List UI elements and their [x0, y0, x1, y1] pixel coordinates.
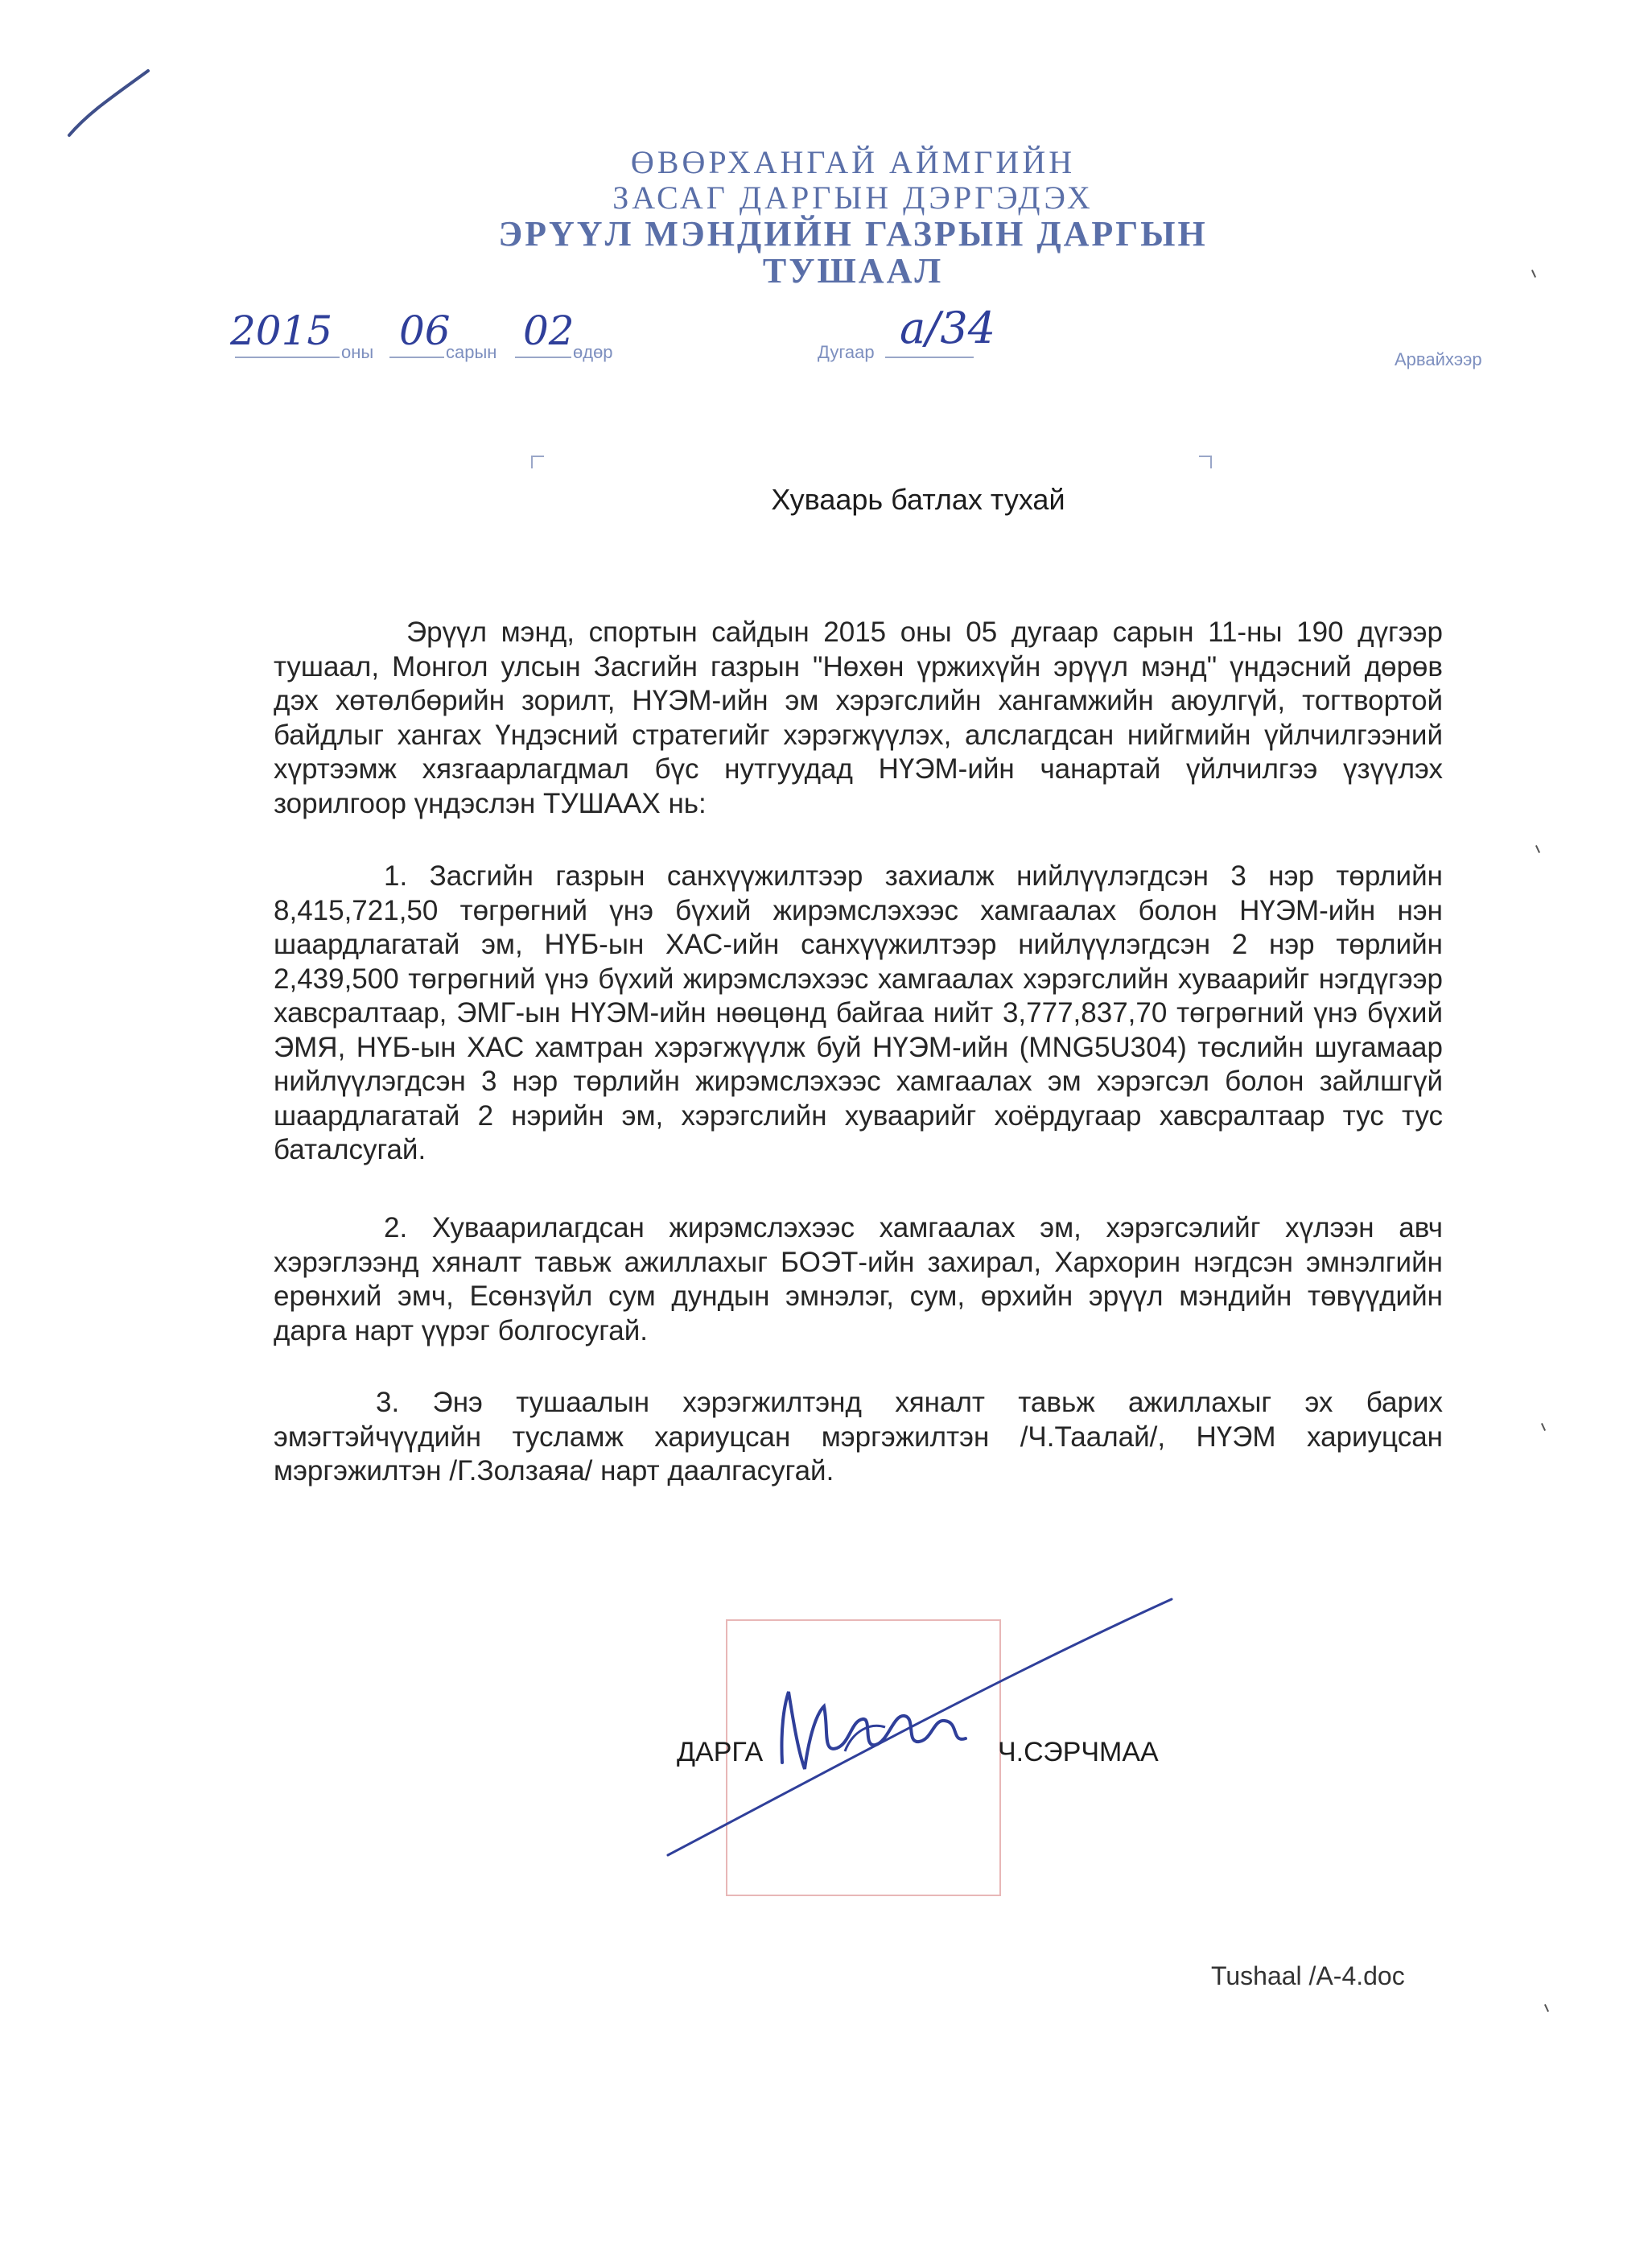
- handwritten-signature: [772, 1674, 982, 1787]
- year-label: оны: [341, 342, 374, 362]
- scan-speck: [1531, 270, 1536, 278]
- date-number-line: [0, 303, 1648, 385]
- signatory-name: Ч.СЭРЧМАА: [998, 1737, 1159, 1767]
- scan-speck: [1535, 845, 1540, 853]
- preamble-paragraph: Эрүүл мэнд, спортын сайдын 2015 оны 05 дугаар сарын 11-ны 190 дүгээр тушаал, Монгол улсын Засгийн газрын "Нөхөн үржихүйн эрүүл мэнд" үндэсний дөрөв дэх хөтөлбөрийн зорилт, НҮЭМ-ийн эм хэрэгслийн хангамжийн аюулгүй, тогтвортой байдлыг хангах Үндэсний стратегийг хэрэгжүүлэх, алслагдсан нийгмийн үйлчилгээний хүртээмж хязгаарлагдмал бүс нутгуудад НҮЭМ-ийн чанартай үйлчилгээ үзүүлэх зорилгоор үндэслэн ТУШААХ нь:: [274, 616, 1443, 819]
- scan-speck: [1541, 1423, 1546, 1431]
- signatory-position: ДАРГА: [677, 1737, 764, 1767]
- handwritten-year: 2015: [230, 307, 333, 354]
- letterhead-line-1: ӨВӨРХАНГАЙ АЙМГИЙН: [630, 144, 1076, 180]
- month-label: сарын: [446, 342, 497, 362]
- scan-speck: [1544, 2004, 1549, 2012]
- letterhead-line-3: ЭРҮҮЛ МЭНДИЙН ГАЗРЫН ДАРГЫН: [498, 214, 1208, 254]
- order-item-2: 2. Хуваарилагдсан жирэмслэхээс хамгаалах эм, хэрэгсэлийг хүлээн авч хэрэглээнд хяналт тавьж ажиллахыг БОЭТ-ийн захирал, Хархорин нэгдсэн эмнэлгийн ерөнхий эмч, Есөнзүйл сум дундын эмнэлэг, сум, өрхийн эрүүл мэндийн төвүүдийн дарга нарт үүрэг болгосугай.: [274, 1212, 1443, 1346]
- place-label: Арвайхээр: [1395, 349, 1482, 369]
- day-label: өдөр: [573, 342, 613, 362]
- order-item-3: 3. Энэ тушаалын хэрэгжилтэнд хяналт тавьж ажиллахыг эх барих эмэгтэйчүүдийн тусламж хариуцсан мэргэжилтэн /Ч.Таалай/, НҮЭМ хариуцсан мэргэжилтэн /Г.Золзаяа/ нарт даалгасугай.: [274, 1387, 1443, 1487]
- handwritten-month: 06: [399, 307, 451, 354]
- title-bracket-right: [1199, 456, 1212, 468]
- letterhead-line-4: ТУШААЛ: [762, 251, 944, 291]
- number-label: Дугаар: [818, 342, 875, 362]
- document-title-text: Хуваарь батлах тухай: [771, 483, 1065, 516]
- letterhead: [451, 145, 1255, 290]
- pen-stroke-mark: [64, 64, 161, 145]
- footer-filename: Tushaal /A-4.doc: [1211, 1961, 1405, 1990]
- document-title: [0, 483, 1648, 517]
- order-item-1: 1. Засгийн газрын санхүүжилтээр захиалж нийлүүлэгдсэн 3 нэр төрлийн 8,415,721,50 төгрөгний үнэ бүхий жирэмслэхээс хамгаалах болон НҮЭМ-ийн нэн шаардлагатай эм, НҮБ-ын ХАС-ийн санхүүжилтээр нийлүүлэгдсэн 2 нэр төрлийн 2,439,500 төгрөгний үнэ бүхий жирэмслэхээс хамгаалах хэрэгслийн хуваарийг нэгдүгээр хавсралтаар, ЭМГ-ын НҮЭМ-ийн нөөцөнд байгаа нийт 3,777,837,70 төгрөгний үнэ бүхий ЭМЯ, НҮБ-ын ХАС хамтран хэрэгжүүлж буй НҮЭМ-ийн (MNG5U304) төслийн шугамаар нийлүүлэгдсэн 3 нэр төрлийн жирэмслэхээс хамгаалах эм хэрэгсэл болон зайлшгүй шаардлагатай 2 нэрийн эм, хэрэгслийн хуваарийг хоёрдугаар хавсралтаар тус тус баталсугай.: [274, 860, 1443, 1165]
- handwritten-number: а/34: [900, 303, 996, 353]
- letterhead-line-2: ЗАСАГ ДАРГЫН ДЭРГЭДЭХ: [612, 179, 1094, 216]
- title-bracket-left: [531, 456, 544, 468]
- handwritten-day: 02: [523, 307, 575, 354]
